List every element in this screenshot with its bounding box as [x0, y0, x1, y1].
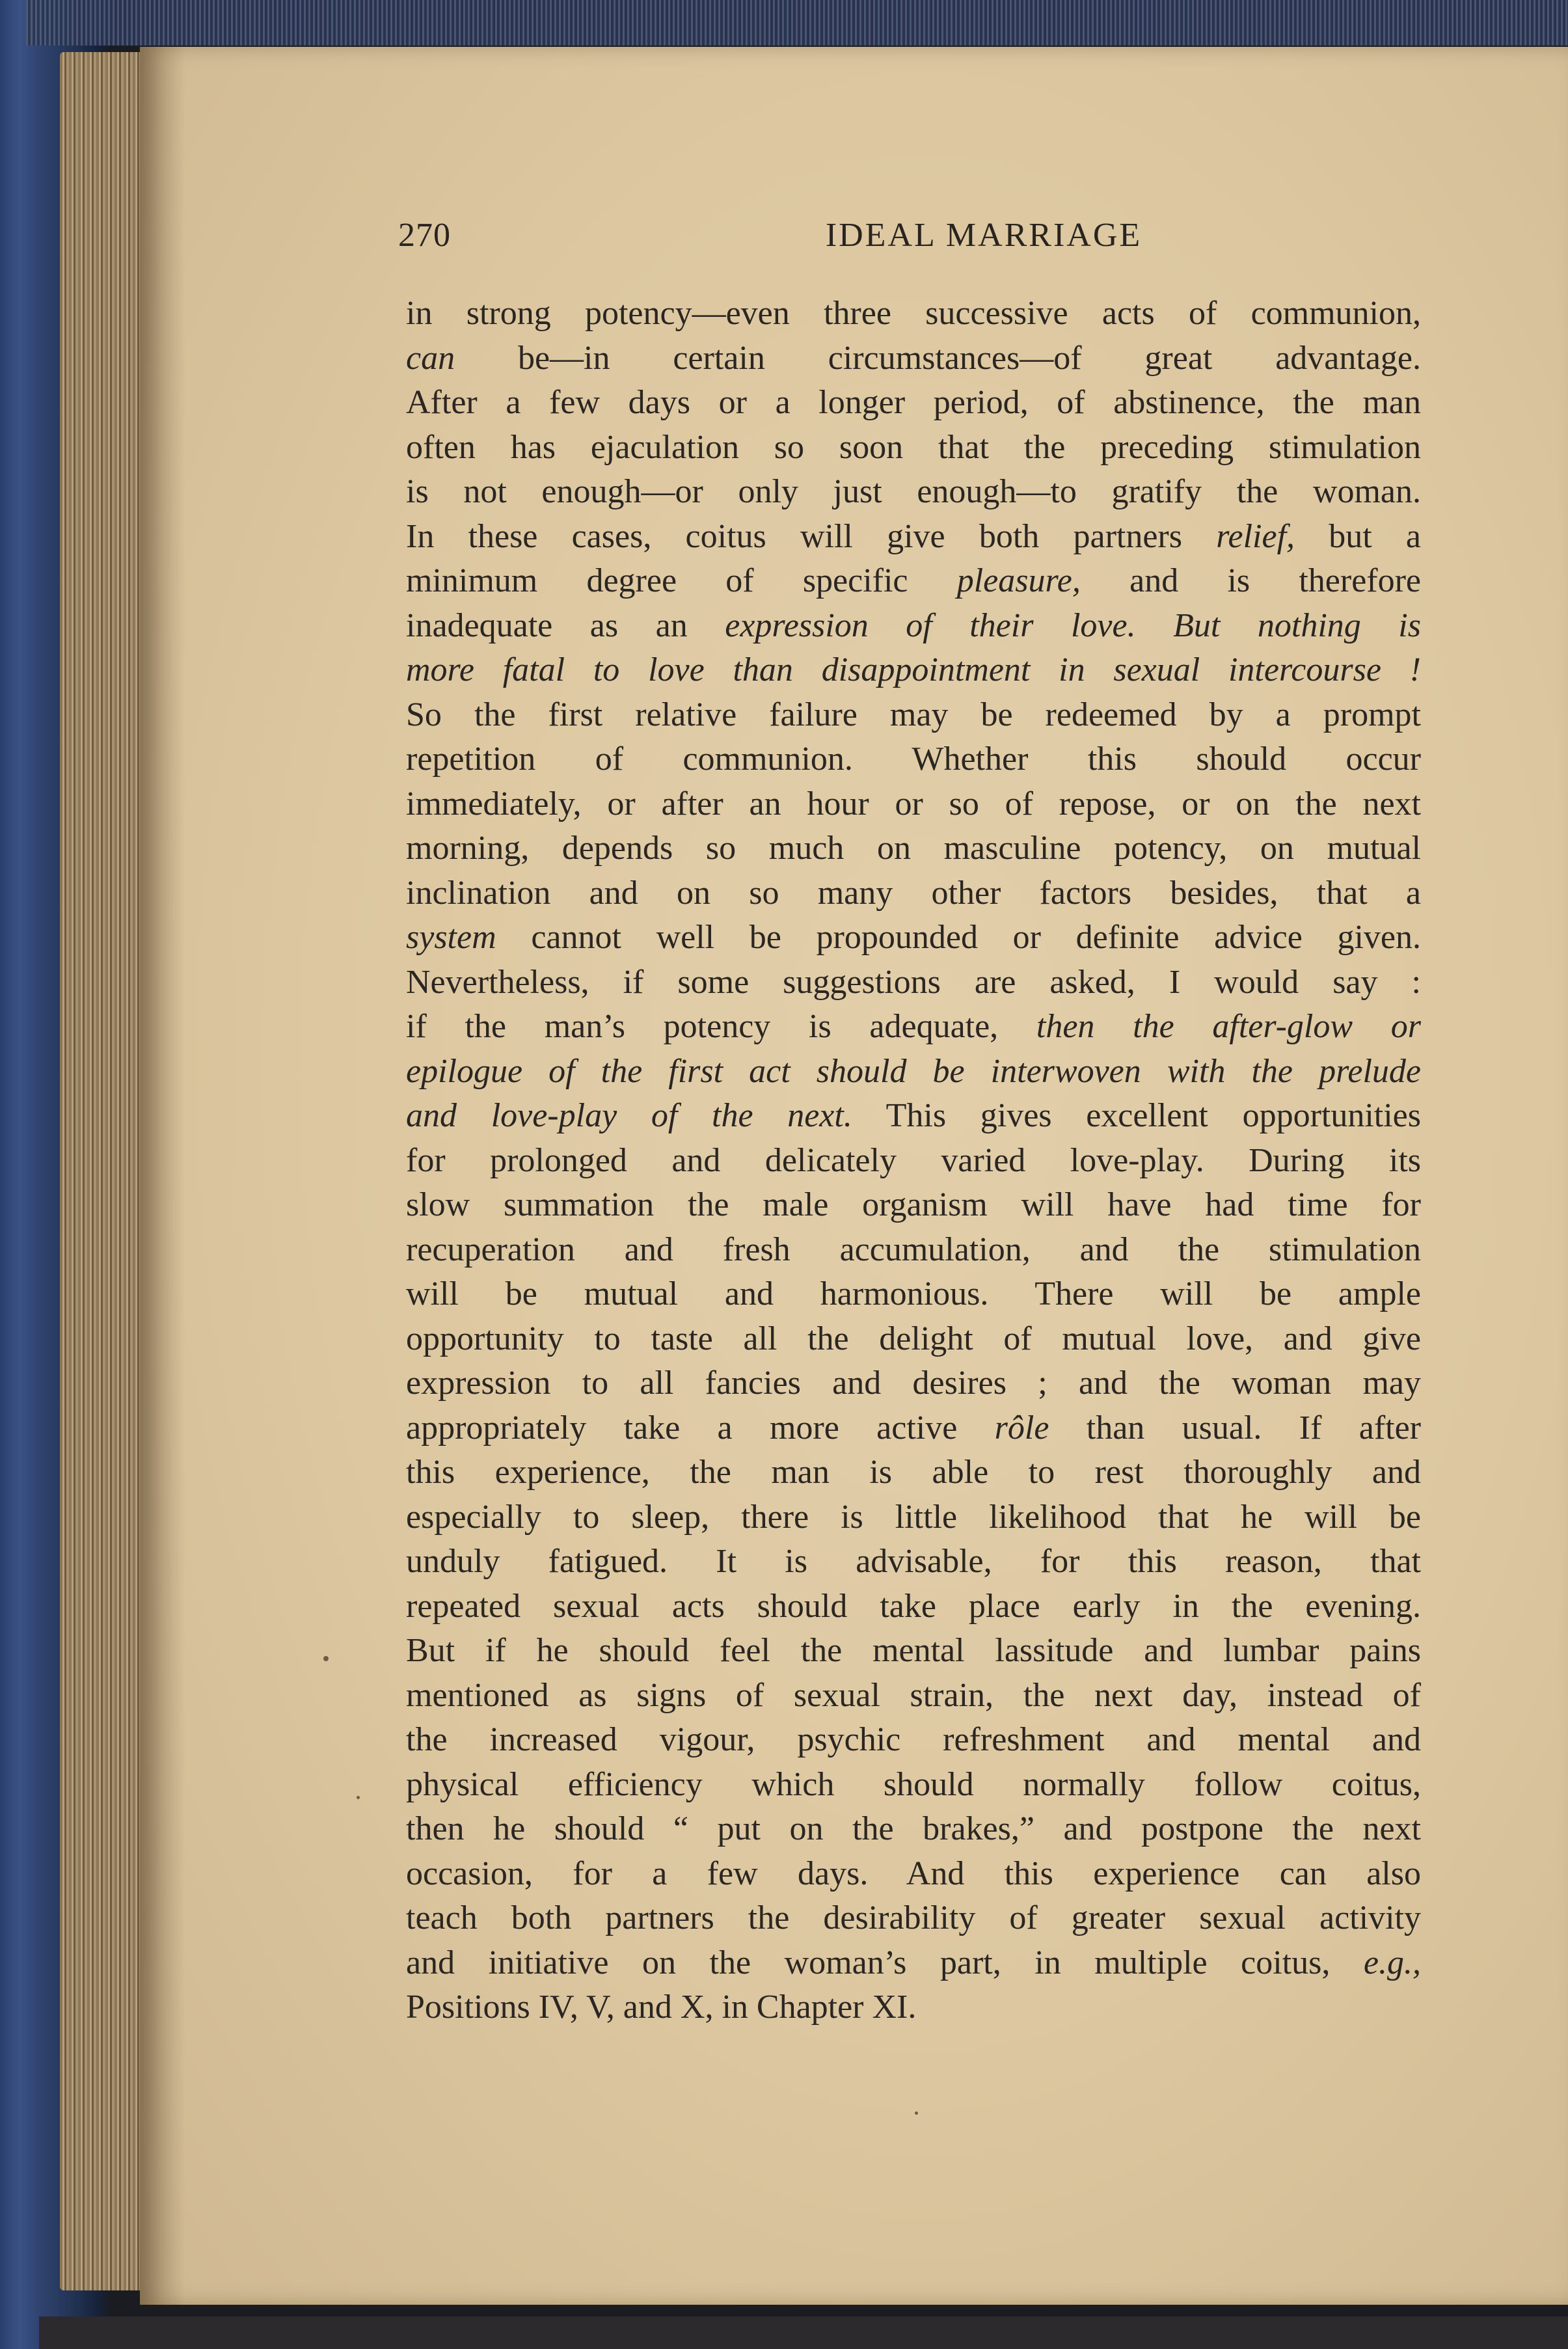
text-line — [406, 336, 1421, 381]
text-line — [406, 1718, 1421, 1763]
text-segment: will be mutual and harmonious. There will be ample — [406, 1275, 1421, 1312]
text-segment: is not enough—or only just enough—to gratify the woman. — [406, 473, 1421, 510]
text-line — [406, 1317, 1421, 1362]
text-line — [406, 1450, 1421, 1495]
text-segment: for prolonged and delicately varied love-play. During its — [406, 1141, 1421, 1179]
text-segment: and initiative on the woman’s part, in multiple coitus, — [406, 1944, 1364, 1981]
italic-text-segment: e.g., — [1363, 1944, 1421, 1981]
gutter-shadow — [140, 47, 185, 2305]
text-line — [406, 1495, 1421, 1540]
text-segment: inadequate as an — [406, 606, 725, 644]
text-segment: morning, depends so much on masculine potency, on mutual — [406, 830, 1421, 867]
text-segment: After a few days or a longer period, of abstinence, the man — [406, 384, 1421, 421]
italic-text-segment: rôle — [994, 1409, 1049, 1446]
text-segment: In these cases, coitus will give both partners — [406, 517, 1217, 555]
text-segment: This gives excellent opportunities — [852, 1097, 1421, 1134]
italic-text-segment: pleasure, — [956, 562, 1081, 599]
text-line — [406, 1852, 1421, 1897]
page-number: 270 — [398, 217, 451, 254]
text-segment: in strong potency—even three successive acts of communion, — [406, 295, 1421, 332]
book-cover-bottom-edge — [39, 2316, 1568, 2349]
text-line — [406, 960, 1421, 1005]
text-line — [406, 381, 1421, 426]
text-line — [406, 826, 1421, 871]
text-line — [406, 515, 1421, 560]
text-line — [406, 737, 1421, 782]
italic-text-segment: can — [406, 339, 455, 377]
running-head — [398, 216, 1426, 268]
text-line — [406, 1896, 1421, 1941]
running-title: IDEAL MARRIAGE — [825, 217, 1142, 254]
text-line — [406, 604, 1421, 649]
text-segment: appropriately take a more active — [406, 1409, 995, 1446]
text-line — [406, 871, 1421, 916]
text-line — [406, 916, 1421, 960]
text-segment: than usual. If after — [1049, 1409, 1421, 1446]
text-line — [406, 693, 1421, 738]
text-line — [406, 292, 1421, 336]
text-segment: inclination and on so many other factors besides, that a — [406, 874, 1421, 912]
text-segment: then he should “ put on the brakes,” and postpone the next — [406, 1810, 1421, 1847]
italic-text-segment: epilogue of the first act should be interwoven with the prelude — [406, 1052, 1421, 1090]
text-line — [406, 1139, 1421, 1184]
text-line — [406, 426, 1421, 470]
text-segment: Positions IV, V, and X, in Chapter XI. — [406, 1989, 917, 2026]
italic-text-segment: expression of their love. But nothing is — [725, 606, 1421, 644]
text-line — [406, 1540, 1421, 1584]
text-segment: cannot well be propounded or definite advice given. — [496, 919, 1421, 956]
text-line — [406, 1674, 1421, 1718]
text-segment: mentioned as signs of sexual strain, the next day, instead of — [406, 1676, 1421, 1714]
text-line — [406, 1763, 1421, 1808]
text-line — [406, 1807, 1421, 1852]
text-line — [406, 1005, 1421, 1050]
text-line — [406, 1361, 1421, 1406]
text-segment: but a — [1295, 517, 1422, 555]
text-line — [406, 1228, 1421, 1273]
text-segment: be—in certain circumstances—of great advantage. — [455, 339, 1421, 377]
text-segment: minimum degree of specific — [406, 562, 957, 599]
text-segment: immediately, or after an hour or so of repose, or on the next — [406, 785, 1421, 822]
text-segment: unduly fatigued. It is advisable, for this reason, that — [406, 1543, 1421, 1580]
body-text — [406, 292, 1421, 2030]
text-segment: repetition of communion. Whether this should occur — [406, 740, 1421, 778]
book-cover-top-edge — [26, 0, 1568, 46]
text-segment: teach both partners the desirability of greater sexual activity — [406, 1899, 1421, 1936]
paper-speck — [915, 2111, 918, 2115]
italic-text-segment: relief, — [1216, 517, 1295, 555]
text-segment: But if he should feel the mental lassitude and lumbar pains — [406, 1632, 1421, 1669]
italic-text-segment: more fatal to love than disappointment in sexual intercourse ! — [406, 651, 1421, 688]
paper-speck — [357, 1796, 360, 1799]
text-segment: physical efficiency which should normally follow coitus, — [406, 1765, 1421, 1803]
text-line — [406, 1941, 1421, 1986]
text-line — [406, 1272, 1421, 1317]
text-line — [406, 1050, 1421, 1094]
italic-text-segment: and love-play of the next. — [406, 1097, 852, 1134]
text-line — [406, 1985, 1421, 2030]
italic-text-segment: then the after-glow or — [1036, 1008, 1421, 1045]
text-line — [406, 1183, 1421, 1228]
text-segment: occasion, for a few days. And this experience can also — [406, 1854, 1421, 1892]
paper-speck — [323, 1656, 329, 1661]
text-segment: expression to all fancies and desires ; and the woman may — [406, 1365, 1421, 1402]
text-segment: if the man’s potency is adequate, — [406, 1008, 1036, 1045]
text-segment: recuperation and fresh accumulation, and the stimulation — [406, 1230, 1421, 1268]
text-line — [406, 559, 1421, 604]
text-segment: So the first relative failure may be redeemed by a prompt — [406, 696, 1421, 733]
text-segment: the increased vigour, psychic refreshment and mental and — [406, 1721, 1421, 1758]
text-segment: often has ejaculation so soon that the preceding stimulation — [406, 428, 1421, 466]
text-line — [406, 470, 1421, 515]
text-line — [406, 1584, 1421, 1629]
italic-text-segment: system — [406, 919, 496, 956]
text-segment: especially to sleep, there is little likelihood that he will be — [406, 1498, 1421, 1536]
text-segment: repeated sexual acts should take place early in the evening. — [406, 1587, 1421, 1625]
text-segment: slow summation the male organism will have had time for — [406, 1186, 1421, 1223]
text-segment: and is therefore — [1080, 562, 1421, 599]
text-line — [406, 1629, 1421, 1674]
text-line — [406, 782, 1421, 827]
text-line — [406, 1094, 1421, 1139]
text-line — [406, 648, 1421, 693]
text-line — [406, 1406, 1421, 1451]
text-segment: opportunity to taste all the delight of mutual love, and give — [406, 1320, 1421, 1357]
text-segment: this experience, the man is able to rest thoroughly and — [406, 1454, 1421, 1491]
text-segment: Nevertheless, if some suggestions are asked, I would say : — [406, 963, 1421, 1001]
